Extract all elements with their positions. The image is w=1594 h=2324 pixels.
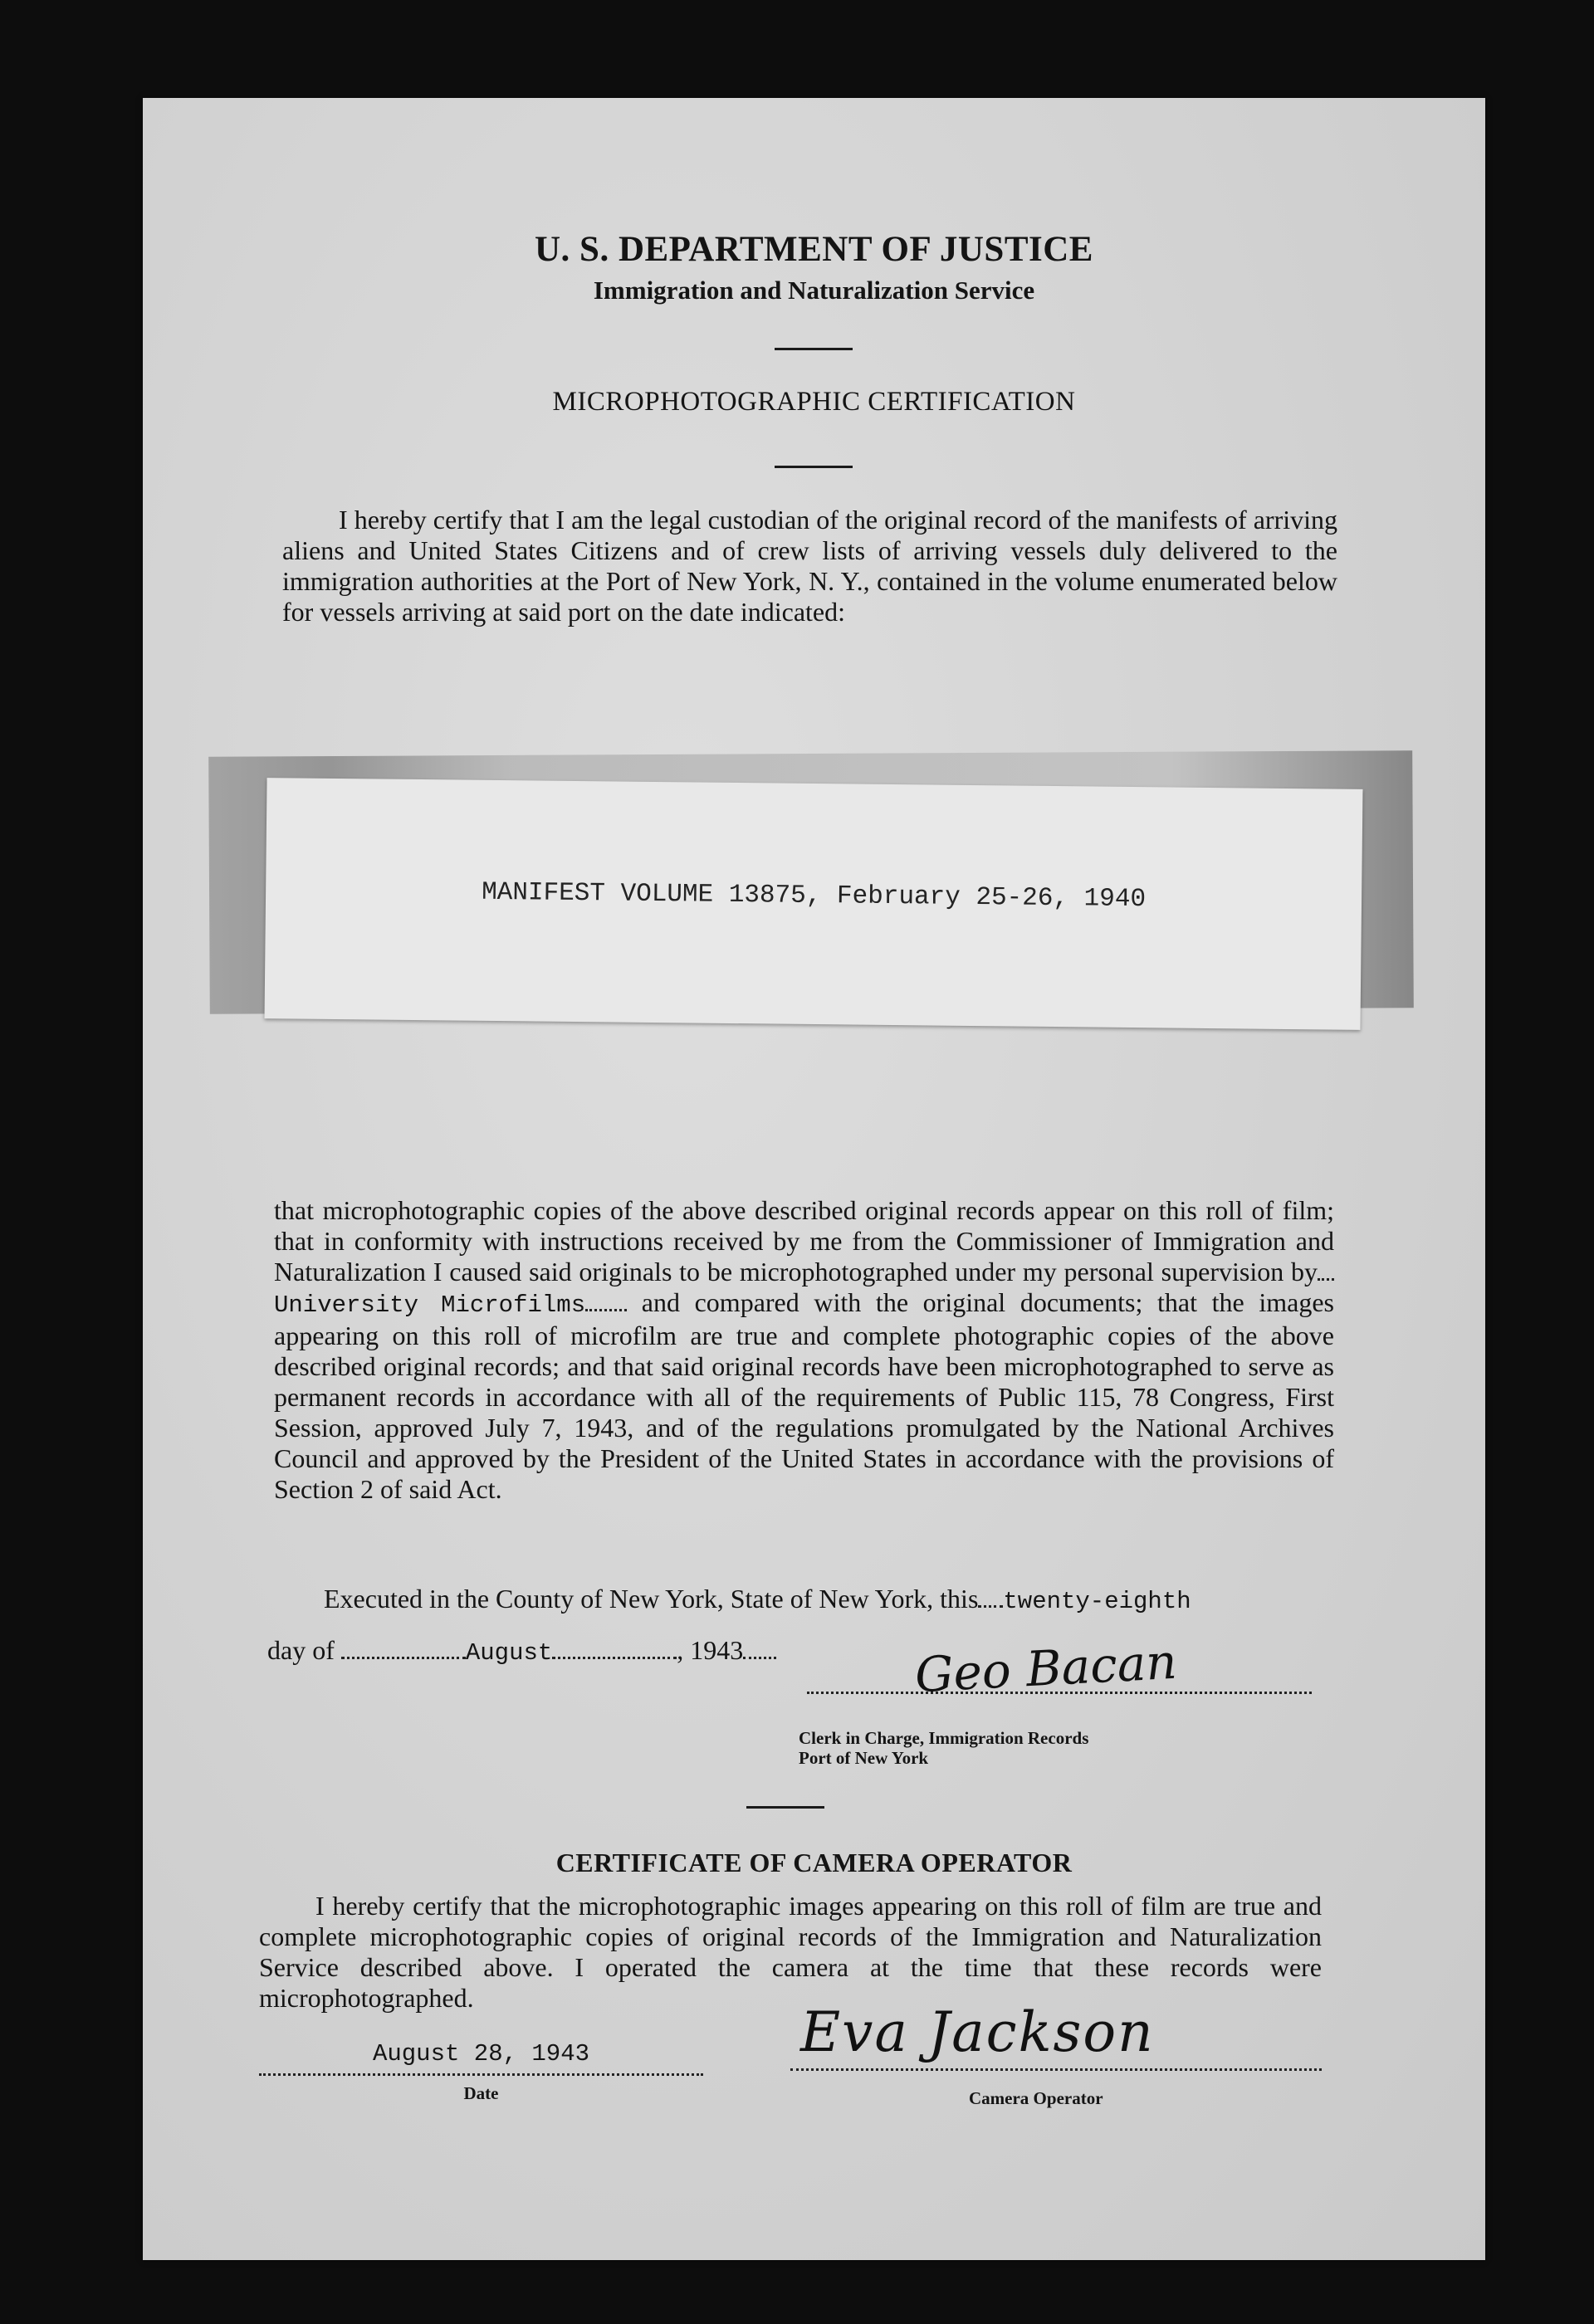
clerk-signature: Geo Bacan — [913, 1633, 1179, 1704]
volume-slip — [265, 778, 1363, 1030]
executed-day-value: twenty-eighth — [1003, 1588, 1191, 1615]
divider-rule — [775, 466, 853, 468]
custodian-paragraph: I hereby certify that I am the legal custodian of the original record of the manifests of arriving aliens and United States Citizens and of crew lists of arriving vessels duly delivered to the immigration authorities at the Port of New York, N. Y., contained in the volume enumerated below for vessels arriving at said port on the date indicated: — [282, 505, 1337, 627]
certification-title: MICROPHOTOGRAPHIC CERTIFICATION — [552, 387, 1076, 417]
camera-operator-text: I hereby certify that the microphotographic images appearing on this roll of film are true and complete microphotographic copies of original records of the Immigration and Naturalization Service described above. I operated the camera at the time that these records were microphotographed. — [259, 1891, 1322, 2013]
camera-operator-heading: CERTIFICATE OF CAMERA OPERATOR — [555, 1848, 1073, 1877]
dotted-leader — [585, 1309, 627, 1311]
day-of-label: day of — [267, 1635, 335, 1665]
dotted-leader — [743, 1657, 776, 1659]
date-line — [259, 2040, 703, 2076]
service-subtitle: Immigration and Naturalization Service — [593, 276, 1035, 305]
divider-rule — [775, 348, 853, 350]
executed-month-value: August — [465, 1639, 553, 1667]
filmed-by-value: University Microfilms — [274, 1291, 586, 1319]
body-text-part1: that microphotographic copies of the above described original records appear on this roll of film; that in conformity with instructions received by me from the Commissioner of Immigration and Naturalization I caused said originals to be microphotographed under my personal supervision by — [274, 1195, 1334, 1286]
dotted-leader — [341, 1657, 466, 1659]
certificate-page — [143, 98, 1485, 2260]
volume-slip-text: MANIFEST VOLUME 13875, February 25-26, 1940 — [481, 877, 1147, 915]
clerk-title-line1: Clerk in Charge, Immigration Records — [799, 1728, 1089, 1748]
camera-operator-label: Camera Operator — [969, 2088, 1103, 2108]
dotted-leader — [552, 1657, 677, 1659]
operator-signature: Eva Jackson — [800, 2000, 1155, 2064]
day-of-line — [267, 1635, 1015, 1667]
camera-date-label: Date — [463, 2083, 499, 2103]
executed-prefix: Executed in the County of New York, State of New York, this — [324, 1584, 979, 1614]
executed-year-value: , 1943 — [677, 1635, 744, 1665]
department-title: U. S. DEPARTMENT OF JUSTICE — [534, 230, 1093, 269]
operator-signature-line — [790, 2068, 1322, 2071]
certification-body — [274, 1195, 1334, 1505]
executed-line — [324, 1584, 1345, 1615]
dotted-leader — [1318, 1278, 1334, 1281]
camera-date-value: August 28, 1943 — [372, 2040, 590, 2068]
clerk-title-line2: Port of New York — [799, 1748, 929, 1768]
dotted-leader — [978, 1605, 1003, 1608]
divider-rule — [746, 1806, 824, 1809]
body-text-part2: and compared with the original documents; that the images appearing on this roll of microfilm are true and complete photographic copies of the above described original records; and that said original records have been microphotographed to serve as permanent records in accordance with all of the requirements of Public 115, 78 Congress, First Session, approved July 7, 1943, and of the regulations promulgated by the National Archives Council and approved by the President of the United States in accordance with the provisions of Section 2 of said Act. — [274, 1287, 1334, 1504]
